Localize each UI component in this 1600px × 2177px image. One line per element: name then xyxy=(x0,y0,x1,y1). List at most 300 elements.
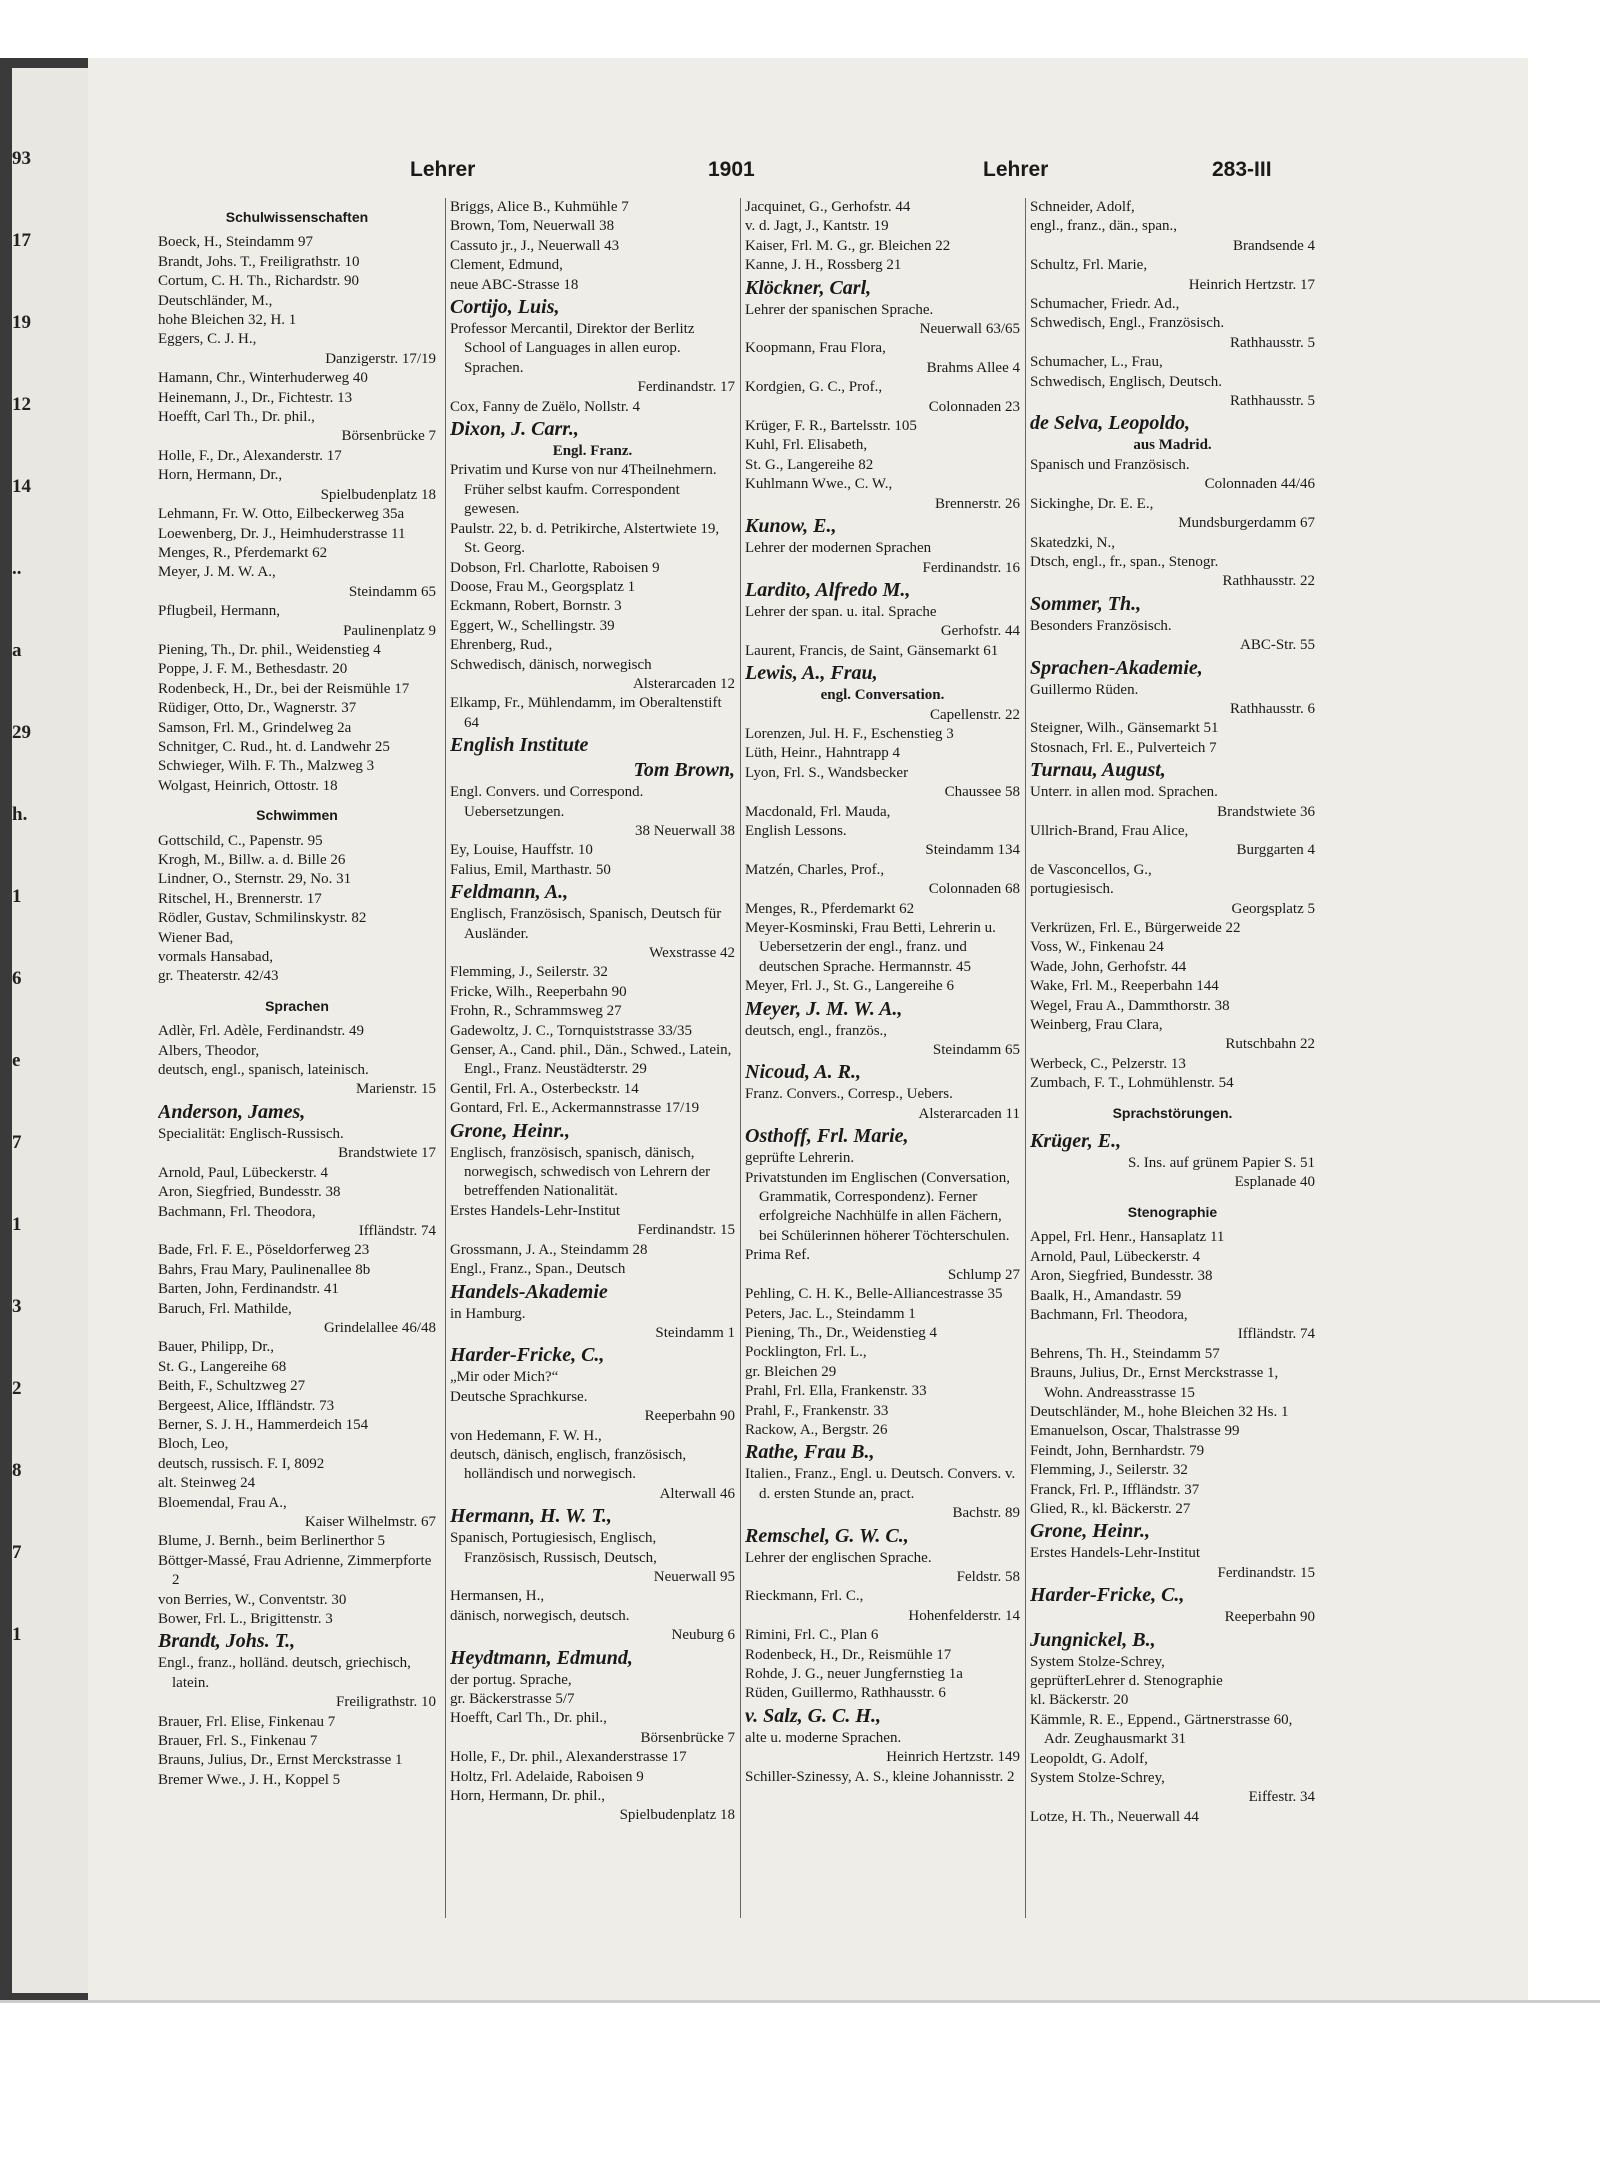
entry-list xyxy=(450,320,735,417)
entry-list xyxy=(158,832,436,987)
entry-list xyxy=(745,1022,1020,1061)
directory-entry: Mundsburgerdamm 67 xyxy=(1178,515,1315,532)
directory-entry: Lüth, Heinr., Hahntrapp 4 xyxy=(745,745,900,762)
directory-entry: Beith, F., Schultzweg 27 xyxy=(158,1378,306,1395)
directory-entry: Hamann, Chr., Winterhuderweg 40 xyxy=(158,370,368,387)
entry-list xyxy=(158,1713,436,1791)
featured-name: Rathe, Frau B., xyxy=(745,1441,875,1464)
directory-entry: Bloemendal, Frau A., xyxy=(158,1494,287,1511)
directory-entry: Bloch, Leo, xyxy=(158,1436,229,1453)
directory-entry: Deutschländer, M., hohe Bleichen 32 Hs. 1 xyxy=(1030,1403,1289,1420)
directory-entry: Rieckmann, Frl. C., xyxy=(745,1588,864,1605)
directory-entry: Stosnach, Frl. E., Pulverteich 7 xyxy=(1030,739,1217,756)
featured-name: Feldmann, A., xyxy=(450,881,569,904)
directory-entry: Grindelallee 46/48 xyxy=(323,1319,436,1336)
entry-list xyxy=(1030,617,1315,656)
entry-list xyxy=(745,1465,1020,1523)
directory-entry: Jacquinet, G., Gerhofstr. 44 xyxy=(745,199,911,215)
featured-subtitle: aus Madrid. xyxy=(1133,437,1212,454)
section-title: Stenographie xyxy=(1127,1203,1218,1220)
directory-entry: geprüfte Lehrerin. xyxy=(745,1150,855,1167)
directory-entry: Erstes Handels-Lehr-Institut xyxy=(1030,1545,1201,1562)
directory-entry: Menges, R., Pferdemarkt 62 xyxy=(158,544,328,561)
directory-entry: Deutschländer, M., xyxy=(158,292,273,309)
directory-entry: Eggers, C. J. H., xyxy=(158,331,257,348)
previous-page-fragment: 29 xyxy=(12,722,31,743)
previous-page-fragment: 17 xyxy=(12,230,31,251)
directory-entry: Ey, Louise, Hauffstr. 10 xyxy=(450,842,593,859)
entry-list xyxy=(158,233,436,796)
directory-entry: Brauer, Frl. Elise, Finkenau 7 xyxy=(158,1713,336,1730)
directory-entry: deutsch, engl., französ., xyxy=(745,1022,888,1039)
directory-entry: Schwieger, Wilh. F. Th., Malzweg 3 xyxy=(158,758,375,775)
previous-page-fragment: 7 xyxy=(12,1542,22,1563)
directory-entry: Adlèr, Frl. Adèle, Ferdinandstr. 49 xyxy=(158,1023,365,1040)
directory-entry: Berner, S. J. H., Hammerdeich 154 xyxy=(158,1416,369,1433)
directory-entry: Kuhlmann Wwe., C. W., xyxy=(745,476,893,493)
section-title: Schwimmen xyxy=(256,807,338,824)
directory-entry: in Hamburg. xyxy=(450,1305,526,1322)
section-title: Sprachstörungen. xyxy=(1112,1104,1233,1121)
entry-list xyxy=(450,1144,735,1280)
directory-entry: Rödler, Gustav, Schmilinskystr. 82 xyxy=(158,910,367,927)
directory-entry: Briggs, Alice B., Kuhmühle 7 xyxy=(450,199,629,215)
entry-list xyxy=(745,1085,1020,1124)
directory-entry: Guillermo Rüden. xyxy=(1030,681,1139,698)
directory-entry: Laurent, Francis, de Saint, Gänsemarkt 61 xyxy=(745,642,999,659)
directory-entry: Holle, F., Dr. phil., Alexanderstrasse 17 xyxy=(450,1749,687,1766)
directory-entry: Bahrs, Frau Mary, Paulinenallee 8b xyxy=(158,1261,371,1278)
previous-page-fragment: 1 xyxy=(12,1214,22,1235)
entry-list xyxy=(745,301,1020,514)
directory-entry: Rodenbeck, H., Dr., bei der Reismühle 17 xyxy=(158,680,410,697)
directory-entry: Lotze, H. Th., Neuerwall 44 xyxy=(1030,1808,1199,1825)
directory-entry: „Mir oder Mich?“ xyxy=(450,1369,559,1386)
directory-entry: Kaiser, Frl. M. G., gr. Bleichen 22 xyxy=(745,237,951,254)
directory-entry: Brandstwiete 36 xyxy=(1217,803,1315,820)
directory-entry: Horn, Hermann, Dr. phil., xyxy=(450,1788,605,1805)
directory-entry: S. Ins. auf grünem Papier S. 51 xyxy=(1127,1155,1315,1172)
directory-entry: Piening, Th., Dr., Weidenstieg 4 xyxy=(745,1324,937,1341)
directory-entry: Privatim und Kurse von nur 4Theilnehmern. Früher selbst kaufm. Correspondent gewesen. xyxy=(450,462,717,518)
directory-entry: Bergeest, Alice, Iffländstr. 73 xyxy=(158,1397,335,1414)
entry-list xyxy=(450,1368,735,1504)
entry-list xyxy=(745,539,1020,578)
directory-entry: Rathhausstr. 6 xyxy=(1230,700,1315,717)
directory-entry: Schumacher, L., Frau, xyxy=(1030,354,1163,371)
directory-entry: Arnold, Paul, Lübeckerstr. 4 xyxy=(1030,1248,1200,1265)
directory-entry: Unterr. in allen mod. Sprachen. xyxy=(1030,784,1218,801)
directory-entry: alt. Steinweg 24 xyxy=(158,1475,256,1492)
column-4 xyxy=(1030,198,1315,1918)
directory-entry: Baalk, H., Amandastr. 59 xyxy=(1030,1287,1182,1304)
directory-entry: Steindamm 65 xyxy=(932,1042,1020,1059)
directory-entry: Pocklington, Frl. L., xyxy=(745,1344,867,1361)
featured-name: Hermann, H. W. T., xyxy=(450,1505,612,1528)
column-rule xyxy=(740,198,741,1918)
directory-entry: Cortum, C. H. Th., Richardstr. 90 xyxy=(158,273,359,290)
directory-entry: Schiller-Szinessy, A. S., kleine Johannisstr. 2 xyxy=(745,1768,1015,1785)
directory-entry: Krüger, F. R., Bartelsstr. 105 xyxy=(745,418,917,435)
directory-entry: Italien., Franz., Engl. u. Deutsch. Convers. v. d. ersten Stunde an, pract. xyxy=(745,1466,1016,1502)
directory-entry: Blume, J. Bernh., beim Berlinerthor 5 xyxy=(158,1533,386,1550)
column-2 xyxy=(450,198,735,1918)
directory-entry: Hoefft, Carl Th., Dr. phil., xyxy=(450,1710,607,1727)
directory-entry: Marienstr. 15 xyxy=(356,1081,436,1098)
directory-entry: Doose, Frau M., Georgsplatz 1 xyxy=(450,578,636,595)
entry-list xyxy=(745,706,1020,997)
directory-entry: Schwedisch, dänisch, norwegisch xyxy=(450,656,652,673)
directory-entry: Rathhausstr. 5 xyxy=(1230,334,1315,351)
directory-entry: Bauer, Philipp, Dr., xyxy=(158,1339,275,1356)
directory-entry: Krogh, M., Billw. a. d. Bille 26 xyxy=(158,852,346,868)
directory-entry: Verkrüzen, Frl. E., Bürgerweide 22 xyxy=(1030,920,1241,936)
directory-entry: Clement, Edmund, xyxy=(450,257,563,274)
entry-list xyxy=(450,559,735,734)
directory-entry: Engl., franz., holländ. deutsch, griechisch, latein. xyxy=(158,1655,411,1691)
directory-entry: Spanisch und Französisch. xyxy=(1030,456,1190,473)
directory-entry: Spanisch, Portugiesisch, Englisch, Französisch, Russisch, Deutsch, xyxy=(450,1530,657,1566)
entry-list xyxy=(1030,1544,1315,1583)
entry-list xyxy=(745,198,1020,276)
featured-name: Heydtmann, Edmund, xyxy=(450,1646,633,1669)
directory-entry: Albers, Theodor, xyxy=(158,1042,260,1059)
featured-name: Nicoud, A. R., xyxy=(745,1061,861,1084)
directory-entry: Glied, R., kl. Bäckerstr. 27 xyxy=(1030,1500,1191,1517)
directory-entry: Feindt, John, Bernhardstr. 79 xyxy=(1030,1442,1205,1459)
directory-entry: gr. Bäckerstrasse 5/7 xyxy=(450,1691,575,1707)
previous-page-fragment: 6 xyxy=(12,968,22,989)
directory-entry: gr. Theaterstr. 42/43 xyxy=(158,968,279,985)
directory-entry: Bade, Frl. F. E., Pöseldorferweg 23 xyxy=(158,1242,370,1259)
directory-entry: deutsch, russisch. F. I, 8092 xyxy=(158,1455,325,1472)
directory-entry: Weinberg, Frau Clara, xyxy=(1030,1017,1163,1034)
directory-entry: Reeperbahn 90 xyxy=(1224,1609,1315,1626)
directory-entry: Werbeck, C., Pelzerstr. 13 xyxy=(1030,1055,1186,1072)
directory-entry: Prahl, F., Frankenstr. 33 xyxy=(745,1402,889,1419)
directory-entry: Steindamm 65 xyxy=(348,583,436,600)
directory-entry: Rüden, Guillermo, Rathhausstr. 6 xyxy=(745,1685,946,1702)
directory-entry: Iffländstr. 74 xyxy=(1237,1326,1315,1343)
entry-list xyxy=(745,1729,1020,1787)
directory-entry: Colonnaden 23 xyxy=(928,398,1020,415)
directory-entry: System Stolze-Schrey, xyxy=(1030,1770,1165,1787)
directory-entry: Holle, F., Dr., Alexanderstr. 17 xyxy=(158,447,342,464)
directory-entry: Meyer, Frl. J., St. G., Langereihe 6 xyxy=(745,978,954,995)
entry-list xyxy=(1030,783,1315,1094)
entry-list xyxy=(450,841,735,880)
previous-page-fragment: 2 xyxy=(12,1378,22,1399)
directory-entry: Steindamm 134 xyxy=(925,842,1020,859)
directory-entry: Englisch, Französisch, Spanisch, Deutsch für Ausländer. xyxy=(450,906,722,942)
directory-entry: 38 Neuerwall 38 xyxy=(635,822,735,839)
featured-name: Tom Brown, xyxy=(633,759,735,782)
directory-entry: Paulstr. 22, b. d. Petrikirche, Alstertwiete 19, St. Georg. xyxy=(450,520,720,557)
directory-entry: Hermansen, H., xyxy=(450,1588,545,1605)
entry-list xyxy=(1030,1228,1315,1519)
directory-entry: Eiffestr. 34 xyxy=(1248,1789,1315,1806)
directory-entry: Matzén, Charles, Prof., xyxy=(745,861,885,878)
directory-entry: St. G., Langereihe 82 xyxy=(745,456,874,473)
directory-entry: Chaussee 58 xyxy=(944,784,1020,801)
previous-page-fragment: a xyxy=(12,640,22,661)
directory-entry: Behrens, Th. H., Steindamm 57 xyxy=(1030,1345,1220,1362)
directory-entry: Lorenzen, Jul. H. F., Eschenstieg 3 xyxy=(745,725,954,742)
directory-entry: Cassuto jr., J., Neuerwall 43 xyxy=(450,237,620,254)
directory-entry: Flemming, J., Seilerstr. 32 xyxy=(1030,1462,1188,1479)
previous-page-fragment: 1 xyxy=(12,1624,22,1645)
directory-entry: English Lessons. xyxy=(745,822,847,839)
featured-name: Klöckner, Carl, xyxy=(745,276,872,299)
column-1 xyxy=(158,198,436,1918)
directory-entry: Ferdinandstr. 16 xyxy=(922,559,1020,576)
directory-entry: Kämmle, R. E., Eppend., Gärtnerstrasse 60, Adr. Zeughausmarkt 31 xyxy=(1030,1711,1293,1748)
featured-name: Krüger, E., xyxy=(1030,1130,1122,1153)
column-rule xyxy=(1025,198,1026,1918)
entry-list xyxy=(1030,681,1315,759)
directory-entry: Horn, Hermann, Dr., xyxy=(158,467,283,484)
directory-entry: Alterwall 46 xyxy=(659,1485,735,1502)
directory-entry: Macdonald, Frl. Mauda, xyxy=(745,803,891,820)
directory-entry: Kanne, J. H., Rossberg 21 xyxy=(745,257,902,274)
entry-list xyxy=(1030,198,1315,411)
featured-subtitle: Engl. Franz. xyxy=(552,443,633,460)
featured-name: Jungnickel, B., xyxy=(1030,1628,1156,1651)
previous-page-fragment: 8 xyxy=(12,1460,22,1481)
entry-list xyxy=(450,1671,735,1826)
directory-entry: Poppe, J. F. M., Bethesdastr. 20 xyxy=(158,661,348,678)
previous-page-fragment: 14 xyxy=(12,476,31,497)
featured-name: Harder-Fricke, C., xyxy=(450,1344,605,1367)
directory-entry: Ullrich-Brand, Frau Alice, xyxy=(1030,822,1189,839)
directory-entry: Rimini, Frl. C., Plan 6 xyxy=(745,1627,879,1644)
directory-entry: Schneider, Adolf, xyxy=(1030,199,1135,215)
directory-entry: Dobson, Frl. Charlotte, Raboisen 9 xyxy=(450,559,660,576)
directory-entry: deutsch, dänisch, englisch, französisch, holländisch und norwegisch. xyxy=(450,1446,687,1483)
directory-entry: Gontard, Frl. E., Ackermannstrasse 17/19 xyxy=(450,1100,700,1117)
directory-entry: Piening, Th., Dr. phil., Weidenstieg 4 xyxy=(158,641,381,658)
directory-entry: Appel, Frl. Henr., Hansaplatz 11 xyxy=(1030,1229,1225,1246)
directory-entry: Peters, Jac. L., Steindamm 1 xyxy=(745,1305,916,1322)
directory-entry: Brandstwiete 17 xyxy=(338,1145,436,1162)
directory-entry: Bachmann, Frl. Theodora, xyxy=(1030,1306,1188,1323)
directory-entry: Capellenstr. 22 xyxy=(930,706,1020,723)
directory-entry: Ferdinandstr. 15 xyxy=(1217,1564,1315,1581)
directory-entry: Bachstr. 89 xyxy=(952,1505,1020,1522)
featured-name: Remschel, G. W. C., xyxy=(745,1524,909,1547)
directory-entry: Besonders Französisch. xyxy=(1030,617,1172,634)
directory-entry: Professor Mercantil, Direktor der Berlitz School of Languages in allen europ. Sprachen. xyxy=(450,321,695,376)
directory-entry: St. G., Langereihe 68 xyxy=(158,1358,287,1375)
directory-entry: Erstes Handels-Lehr-Institut xyxy=(450,1202,621,1219)
directory-entry: Brauns, Julius, Dr., Ernst Merckstrasse 1 xyxy=(158,1752,403,1769)
directory-page xyxy=(88,58,1528,2003)
directory-entry: Paulinenplatz 9 xyxy=(343,622,436,639)
featured-name: Harder-Fricke, C., xyxy=(1030,1584,1185,1607)
header-right: Lehrer xyxy=(983,158,1049,181)
featured-name: Anderson, James, xyxy=(158,1100,306,1123)
directory-entry: Ferdinandstr. 17 xyxy=(637,379,735,396)
directory-entry: dänisch, norwegisch, deutsch. xyxy=(450,1607,630,1624)
featured-name: Turnau, August, xyxy=(1030,759,1166,782)
directory-entry: Iffländstr. 74 xyxy=(358,1222,436,1239)
directory-entry: Wolgast, Heinrich, Ottostr. 18 xyxy=(158,777,338,794)
directory-entry: von Hedemann, F. W. H., xyxy=(450,1427,602,1444)
directory-entry: Lehrer der englischen Sprache. xyxy=(745,1549,932,1566)
directory-entry: Spielbudenplatz 18 xyxy=(619,1807,735,1824)
directory-entry: ABC-Str. 55 xyxy=(1239,637,1315,654)
entry-list xyxy=(1030,456,1315,592)
directory-entry: Heinrich Hertzstr. 149 xyxy=(886,1749,1020,1766)
directory-entry: Lindner, O., Sternstr. 29, No. 31 xyxy=(158,871,352,888)
directory-entry: Gentil, Frl. A., Osterbeckstr. 14 xyxy=(450,1080,639,1097)
directory-entry: Schwedisch, Englisch, Deutsch. xyxy=(1030,373,1223,390)
directory-entry: Barten, John, Ferdinandstr. 41 xyxy=(158,1281,339,1298)
directory-entry: Fricke, Wilh., Reeperbahn 90 xyxy=(450,983,627,1000)
directory-entry: Specialität: Englisch-Russisch. xyxy=(158,1125,344,1142)
previous-page-fragment: 3 xyxy=(12,1296,22,1317)
directory-entry: geprüfterLehrer d. Stenographie xyxy=(1030,1673,1223,1689)
directory-entry: Engl. Convers. und Correspond. Uebersetzungen. xyxy=(450,784,644,820)
previous-page-fragment: 1 xyxy=(12,886,22,907)
directory-entry: Hoefft, Carl Th., Dr. phil., xyxy=(158,409,315,426)
directory-entry: Rathhausstr. 22 xyxy=(1222,573,1315,590)
directory-entry: Skatedzki, N., xyxy=(1030,534,1115,551)
featured-subtitle: engl. Conversation. xyxy=(820,687,945,704)
entry-list xyxy=(450,905,735,963)
directory-entry: Rohde, J. G., neuer Jungfernstieg 1a xyxy=(745,1666,963,1682)
directory-entry: neue ABC-Strasse 18 xyxy=(450,276,579,293)
directory-entry: deutsch, engl., spanisch, lateinisch. xyxy=(158,1062,369,1079)
directory-entry: Leopoldt, G. Adolf, xyxy=(1030,1750,1148,1767)
directory-entry: Gerhofstr. 44 xyxy=(940,623,1020,640)
featured-name: Cortijo, Luis, xyxy=(450,296,560,319)
column-3 xyxy=(745,198,1020,1918)
directory-entry: Grossmann, J. A., Steindamm 28 xyxy=(450,1241,648,1258)
directory-entry: Ferdinandstr. 15 xyxy=(637,1222,735,1239)
directory-entry: Schultz, Frl. Marie, xyxy=(1030,257,1148,274)
directory-entry: Neuburg 6 xyxy=(671,1627,735,1644)
directory-entry: Ehrenberg, Rud., xyxy=(450,637,553,654)
entry-list xyxy=(1030,1653,1315,1828)
directory-entry: Böttger-Massé, Frau Adrienne, Zimmerpforte 2 xyxy=(158,1552,432,1589)
entry-list xyxy=(158,1164,436,1630)
directory-entry: Baruch, Frl. Mathilde, xyxy=(158,1300,292,1317)
directory-entry: Neuerwall 63/65 xyxy=(919,321,1020,338)
entry-list xyxy=(1030,1154,1315,1193)
entry-list xyxy=(450,963,735,1118)
directory-entry: Wade, John, Gerhofstr. 44 xyxy=(1030,958,1187,975)
directory-entry: Lehrer der modernen Sprachen xyxy=(745,540,932,557)
featured-name: Lewis, A., Frau, xyxy=(745,662,878,685)
directory-entry: alte u. moderne Sprachen. xyxy=(745,1729,902,1746)
directory-entry: Spielbudenplatz 18 xyxy=(320,486,436,503)
column-rule xyxy=(445,198,446,1918)
directory-entry: Loewenberg, Dr. J., Heimhuderstrasse 11 xyxy=(158,525,406,542)
directory-entry: Steigner, Wilh., Gänsemarkt 51 xyxy=(1030,720,1219,737)
directory-entry: Danzigerstr. 17/19 xyxy=(325,350,436,367)
directory-entry: Ritschel, H., Brennerstr. 17 xyxy=(158,890,322,907)
directory-entry: engl., franz., dän., span., xyxy=(1030,218,1178,235)
directory-entry: Deutsche Sprachkurse. xyxy=(450,1388,588,1405)
directory-entry: Burggarten 4 xyxy=(1236,842,1315,859)
directory-entry: Colonnaden 44/46 xyxy=(1204,476,1315,493)
directory-entry: Eckmann, Robert, Bornstr. 3 xyxy=(450,598,622,615)
entry-list xyxy=(450,198,735,295)
directory-entry: Kuhl, Frl. Elisabeth, xyxy=(745,437,868,454)
directory-entry: Rackow, A., Bergstr. 26 xyxy=(745,1421,888,1438)
previous-page-fragment: .. xyxy=(12,558,22,579)
previous-page-strip xyxy=(12,68,92,1993)
directory-entry: Heinemann, J., Dr., Fichtestr. 13 xyxy=(158,389,353,406)
directory-entry: Koopmann, Frau Flora, xyxy=(745,340,886,357)
featured-name: Lardito, Alfredo M., xyxy=(745,578,911,601)
directory-entry: Menges, R., Pferdemarkt 62 xyxy=(745,900,915,917)
directory-entry: Schwedisch, Engl., Französisch. xyxy=(1030,315,1225,332)
directory-entry: gr. Bleichen 29 xyxy=(745,1363,837,1380)
directory-entry: Bachmann, Frl. Theodora, xyxy=(158,1203,316,1220)
directory-entry: Meyer-Kosminski, Frau Betti, Lehrerin u. Uebersetzerin der engl., franz. und deutschen Sprache. Hermannstr. 45 xyxy=(745,920,996,975)
previous-page-fragment: 19 xyxy=(12,312,31,333)
previous-page-fragment: 12 xyxy=(12,394,31,415)
header-left: Lehrer xyxy=(410,158,476,181)
entry-list xyxy=(450,461,735,558)
directory-entry: Feldstr. 58 xyxy=(956,1568,1020,1585)
directory-entry: vormals Hansabad, xyxy=(158,949,273,966)
featured-name: de Selva, Leopoldo, xyxy=(1030,412,1190,435)
directory-entry: Brennerstr. 26 xyxy=(935,495,1020,512)
directory-entry: Lehrer der spanischen Sprache. xyxy=(745,301,934,318)
entry-list xyxy=(1030,1608,1315,1627)
featured-name: Kunow, E., xyxy=(745,515,837,538)
directory-entry: Meyer, J. M. W. A., xyxy=(158,564,276,581)
featured-name: Dixon, J. Carr., xyxy=(450,418,579,441)
directory-entry: Gadewoltz, J. C., Tornquiststrasse 33/35 xyxy=(450,1022,692,1039)
directory-entry: Franck, Frl. P., Iffländstr. 37 xyxy=(1030,1481,1200,1498)
directory-entry: Zumbach, F. T., Lohmühlenstr. 54 xyxy=(1030,1075,1234,1092)
featured-name: v. Salz, G. C. H., xyxy=(745,1704,881,1727)
directory-entry: Rodenbeck, H., Dr., Reismühle 17 xyxy=(745,1646,952,1663)
directory-entry: Wiener Bad, xyxy=(158,929,234,946)
directory-entry: Brauns, Julius, Dr., Ernst Merckstrasse 1, Wohn. Andreasstrasse 15 xyxy=(1030,1365,1279,1401)
directory-entry: Cox, Fanny de Zuëlo, Nollstr. 4 xyxy=(450,398,640,415)
entry-list xyxy=(158,1022,436,1100)
directory-entry: Steindamm 1 xyxy=(655,1324,735,1341)
directory-entry: Engl., Franz., Span., Deutsch xyxy=(450,1261,626,1278)
directory-entry: Sickinghe, Dr. E. E., xyxy=(1030,495,1154,512)
directory-entry: Pehling, C. H. K., Belle-Alliancestrasse 35 xyxy=(745,1286,1003,1303)
directory-entry: Rathhausstr. 5 xyxy=(1230,393,1315,410)
directory-entry: v. d. Jagt, J., Kantstr. 19 xyxy=(745,218,889,235)
entry-list xyxy=(450,783,735,841)
directory-entry: Prahl, Frl. Ella, Frankenstr. 33 xyxy=(745,1383,927,1400)
entry-list xyxy=(158,1654,436,1712)
directory-entry: Holtz, Frl. Adelaide, Raboisen 9 xyxy=(450,1768,644,1785)
featured-name: Grone, Heinr., xyxy=(1030,1520,1151,1543)
header-year: 1901 xyxy=(708,158,755,181)
scan-bottom-edge xyxy=(0,2000,1600,2003)
directory-entry: Freiligrathstr. 10 xyxy=(336,1694,436,1711)
entry-list xyxy=(450,1305,735,1344)
directory-entry: Esplanade 40 xyxy=(1234,1174,1315,1191)
directory-entry: Neuerwall 95 xyxy=(653,1568,735,1585)
directory-entry: Prima Ref. xyxy=(745,1247,810,1264)
directory-entry: Elkamp, Fr., Mühlendamm, im Oberaltenstift 64 xyxy=(450,695,722,731)
directory-entry: Falius, Emil, Marthastr. 50 xyxy=(450,861,611,878)
directory-entry: Flemming, J., Seilerstr. 32 xyxy=(450,964,608,981)
directory-entry: de Vasconcellos, G., xyxy=(1030,861,1152,878)
section-title: Schulwissenschaften xyxy=(225,209,369,225)
